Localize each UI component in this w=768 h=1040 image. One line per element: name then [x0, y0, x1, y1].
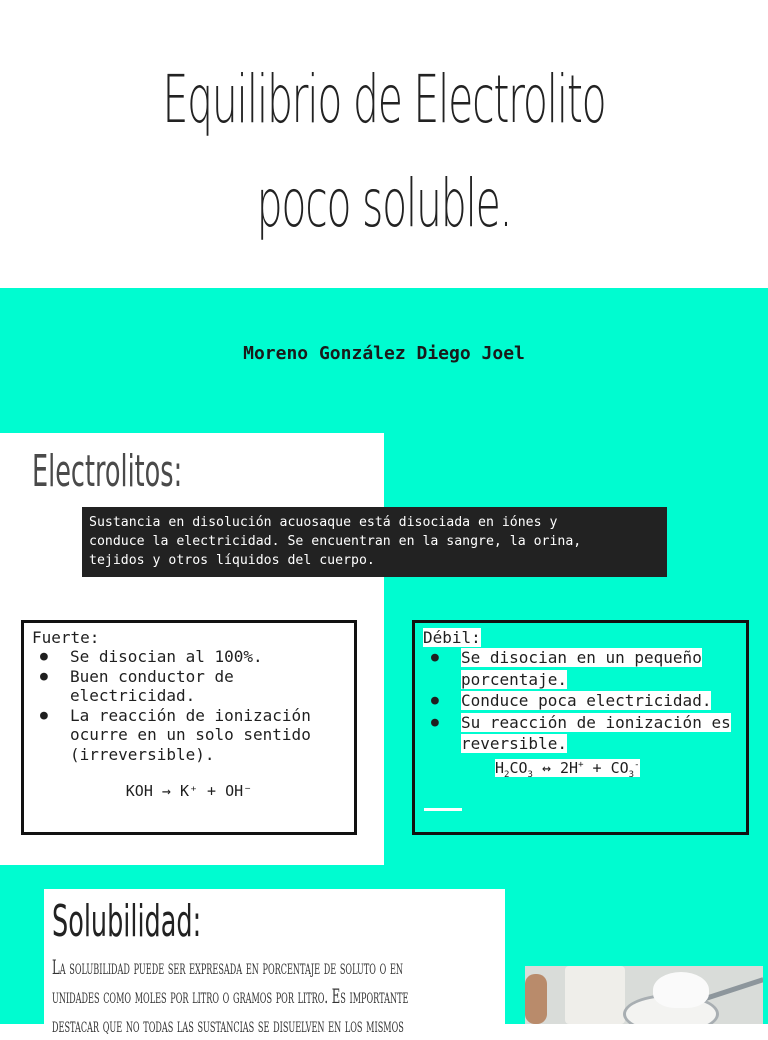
salt-spoon-photo: [525, 966, 763, 1024]
text-line: La solubilidad puede ser expresada en porcentaje de soluto o en: [52, 955, 403, 979]
definition-line: Sustancia en disolución acuosaque está disociada en iónes y: [89, 515, 558, 530]
debil-box: [412, 620, 749, 835]
fuerte-equation: KOH → K⁺ + OH⁻: [125, 782, 253, 800]
fuerte-label: Fuerte:: [32, 628, 100, 647]
debil-list: [423, 647, 738, 755]
title-line-1: Equilibrio de Electrolito: [162, 61, 606, 138]
definition-line: tejidos y otros líquidos del cuerpo.: [89, 553, 375, 568]
text-line: unidades como moles por litro o gramos por litro. Es importante: [52, 984, 409, 1008]
fuerte-box: [21, 620, 357, 835]
list-item: ● Se disocian al 100%.: [40, 647, 346, 667]
debil-equation: $H_2CO_3$ ↔ $2H^+ + CO_3^-$: [495, 758, 640, 780]
list-item: ● Buen conductor de electricidad.: [40, 667, 346, 706]
underline-mark: [424, 808, 462, 811]
definition-box: [82, 507, 667, 577]
author-name: Moreno González Diego Joel: [243, 343, 525, 364]
solubilidad-text: [52, 953, 493, 1040]
page-title: [146, 48, 622, 256]
electrolitos-heading: Electrolitos:: [32, 446, 183, 497]
solubilidad-heading: Solubilidad:: [52, 896, 202, 947]
salt-mound-shape: [653, 972, 709, 1008]
hand-shape: [525, 974, 547, 1024]
list-item: ● Su reacción de ionización es reversible.: [431, 712, 738, 755]
list-item: ● Conduce poca electricidad.: [431, 690, 738, 712]
fuerte-list: [32, 647, 346, 764]
definition-line: conduce la electricidad. Se encuentran en la sangre, la orina,: [89, 534, 582, 549]
title-line-2: poco soluble.: [256, 165, 512, 242]
debil-label: Débil:: [423, 628, 481, 647]
text-line: destacar que no todas las sustancias se disuelven en los mismos: [52, 1013, 404, 1037]
list-item: ● Se disocian en un pequeño porcentaje.: [431, 647, 738, 690]
list-item: ● La reacción de ionización ocurre en un solo sentido (irreversible).: [40, 706, 346, 765]
glass-shape: [565, 966, 625, 1024]
